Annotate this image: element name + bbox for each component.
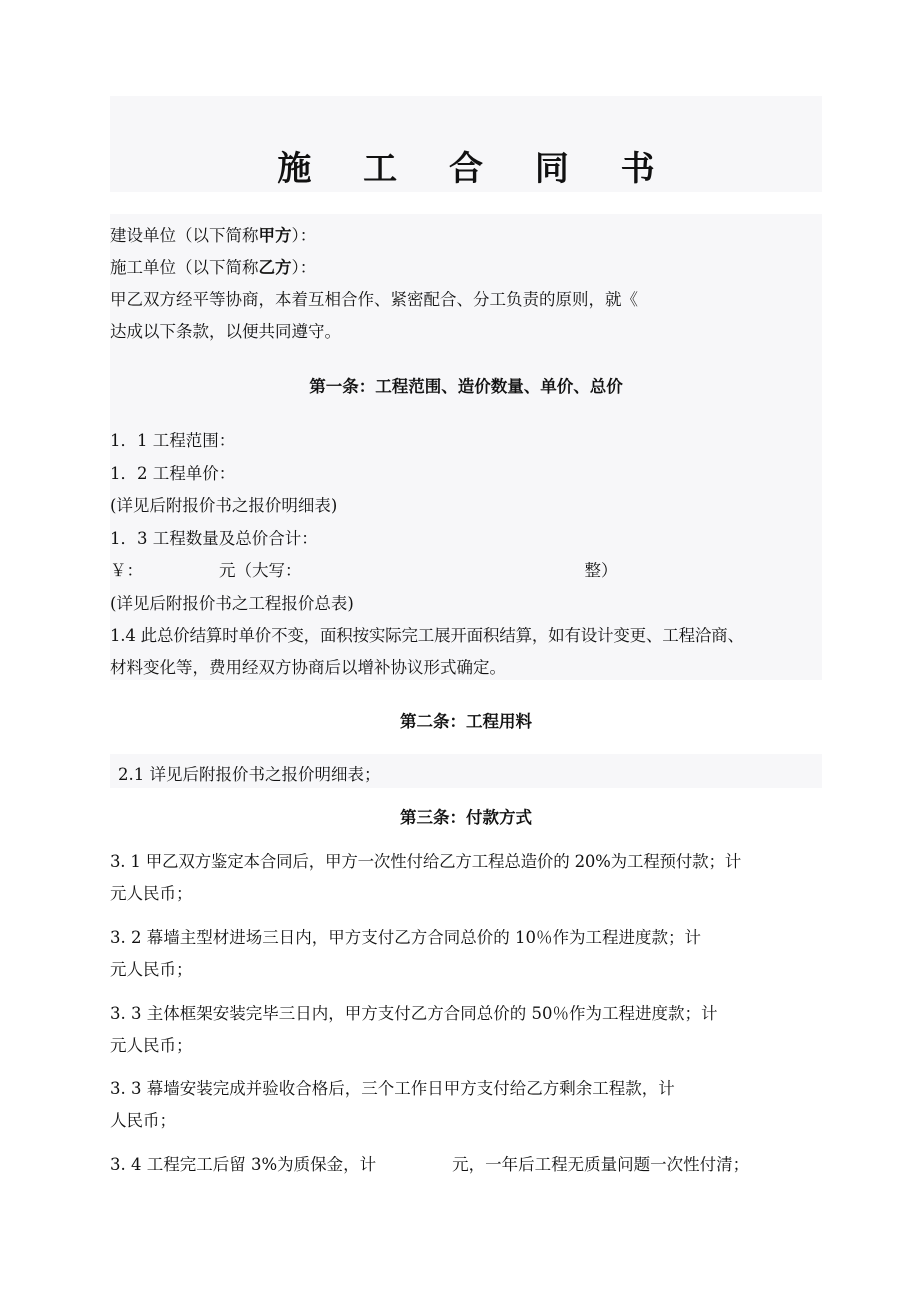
payment-4-line-b: 人民币；: [110, 1111, 176, 1130]
payment-2-line-b: 元人民币；: [110, 960, 193, 979]
party-a-short: 甲方: [258, 226, 292, 245]
intro-line-3: 甲乙双方经平等协商，本着互相合作、紧密配合、分工负责的原则，就《: [110, 290, 638, 309]
article1-line-4: 1．3 工程数量及总价合计：: [110, 529, 318, 548]
party-b-colon: ）：: [291, 258, 317, 277]
payment-4-line-a: 3. 3 幕墙安装完成并验收合格后，三个工作日甲方支付给乙方剩余工程款，计: [110, 1079, 675, 1098]
price-words-label: 元（大写：: [219, 561, 302, 580]
article2-heading: 第二条：工程用料: [400, 712, 532, 731]
article1-line-2: 1．2 工程单价：: [110, 464, 236, 483]
payment-5-part-b: 元，一年后工程无质量问题一次性付清；: [452, 1155, 750, 1174]
payment-1-line-a: 3. 1 甲乙双方鉴定本合同后，甲方一次性付给乙方工程总造价的 20%为工程预付款；计: [110, 852, 742, 871]
article1-line-6: (详见后附报价书之工程报价总表): [110, 594, 354, 613]
payment-3-line-b: 元人民币；: [110, 1036, 193, 1055]
party-a-line: [110, 224, 316, 248]
contract-title: 施 工 合 同 书: [277, 149, 675, 189]
article1-heading: 第一条：工程范围、造价数量、单价、总价: [309, 377, 623, 396]
article1-price-line: [110, 559, 618, 583]
payment-5-line: [110, 1153, 749, 1177]
price-end: 整）: [584, 561, 618, 580]
party-a-label: 建设单位（以下简称: [110, 226, 259, 245]
article1-line-7: 1.4 此总价结算时单价不变，面积按实际完工展开面积结算，如有设计变更、工程洽商、: [110, 626, 744, 645]
payment-5-part-a: 3. 4 工程完工后留 3%为质保金，计: [110, 1155, 377, 1174]
party-a-colon: ）：: [291, 226, 317, 245]
article2-line-1: 2.1 详见后附报价书之报价明细表；: [118, 765, 381, 784]
article1-line-3: (详见后附报价书之报价明细表): [110, 496, 338, 515]
article3-heading: 第三条：付款方式: [400, 808, 532, 827]
payment-2-line-a: 3. 2 幕墙主型材进场三日内，甲方支付乙方合同总价的 10％作为工程进度款；计: [110, 928, 701, 947]
party-b-label: 施工单位（以下简称: [110, 258, 259, 277]
party-b-line: [110, 256, 316, 280]
party-b-short: 乙方: [258, 258, 292, 277]
article1-line-8: 材料变化等，费用经双方协商后以增补协议形式确定。: [110, 658, 506, 677]
intro-line-4: 达成以下条款，以便共同遵守。: [110, 322, 341, 341]
article1-line-1: 1．1 工程范围：: [110, 431, 236, 450]
price-symbol: ￥：: [110, 561, 143, 580]
payment-3-line-a: 3. 3 主体框架安装完毕三日内，甲方支付乙方合同总价的 50％作为工程进度款；计: [110, 1004, 718, 1023]
payment-1-line-b: 元人民币；: [110, 884, 193, 903]
